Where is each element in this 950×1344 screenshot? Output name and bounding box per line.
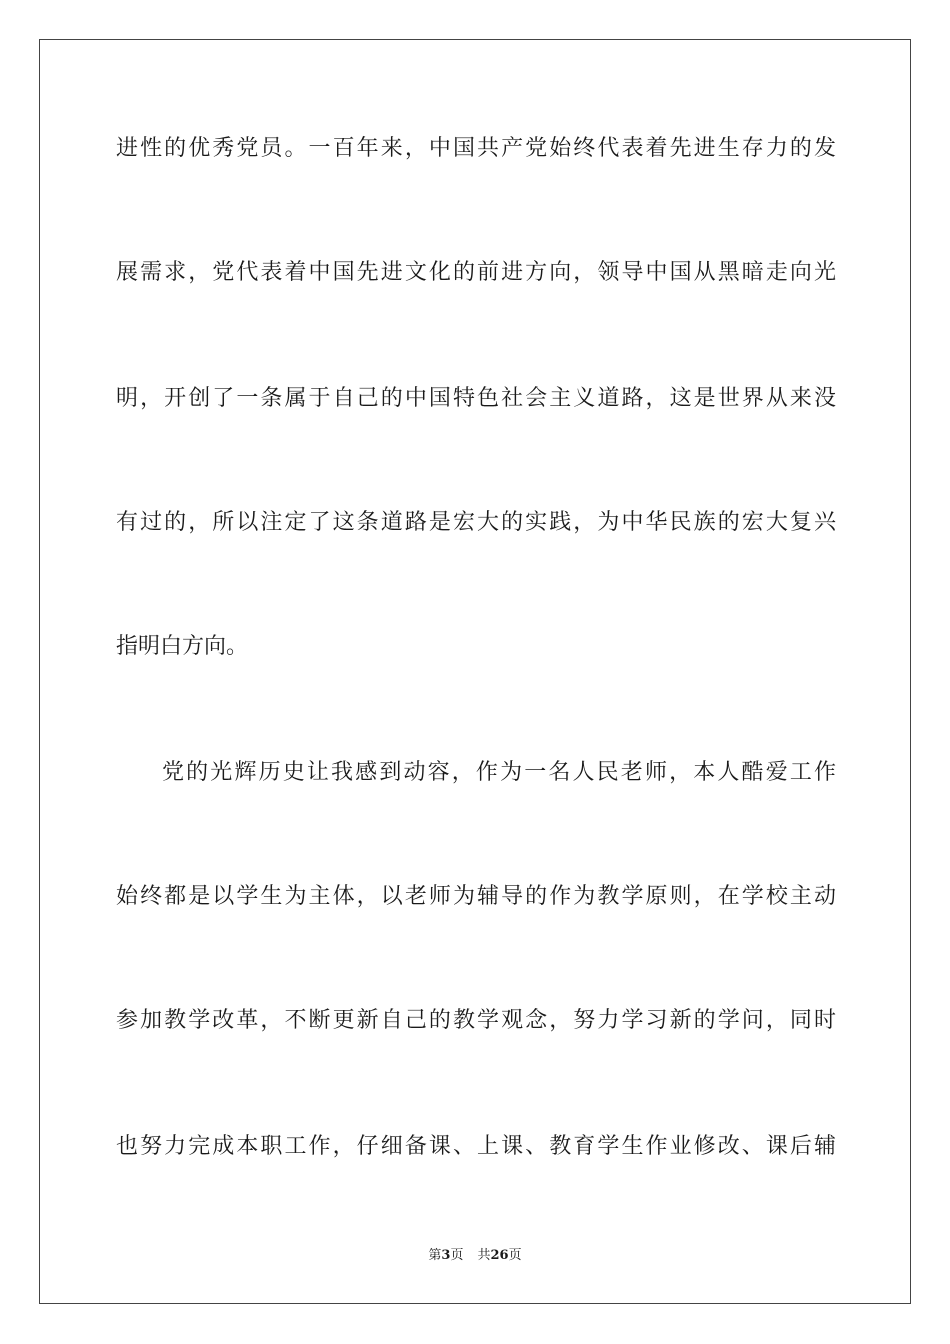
total-pages: 26 <box>490 1248 509 1263</box>
text-line-4: 有过的，所以注定了这条道路是宏大的实践，为中华民族的宏大复兴 <box>116 510 836 535</box>
page-prefix: 第 <box>428 1248 442 1263</box>
text-line-2: 展需求，党代表着中国先进文化的前进方向，领导中国从黑暗走向光 <box>116 260 836 285</box>
page-border <box>39 39 911 1304</box>
text-line-9: 也努力完成本职工作，仔细备课、上课、教育学生作业修改、课后辅 <box>116 1134 836 1159</box>
text-line-3: 明，开创了一条属于自己的中国特色社会主义道路，这是世界从来没 <box>116 386 836 411</box>
total-prefix: 共 <box>477 1248 491 1263</box>
text-line-6: 党的光辉历史让我感到动容，作为一名人民老师，本人酷爱工作 <box>162 760 836 785</box>
page-footer <box>0 1247 950 1265</box>
text-line-1: 进性的优秀党员。一百年来，中国共产党始终代表着先进生存力的发 <box>116 136 836 161</box>
text-line-5: 指明白方向。 <box>116 634 249 659</box>
text-line-8: 参加教学改革，不断更新自己的教学观念，努力学习新的学问，同时 <box>116 1008 836 1033</box>
page-number: 3 <box>441 1248 451 1263</box>
text-line-7: 始终都是以学生为主体，以老师为辅导的作为教学原则，在学校主动 <box>116 884 836 909</box>
total-suffix: 页 <box>508 1248 522 1263</box>
page-suffix: 页 <box>450 1248 464 1263</box>
